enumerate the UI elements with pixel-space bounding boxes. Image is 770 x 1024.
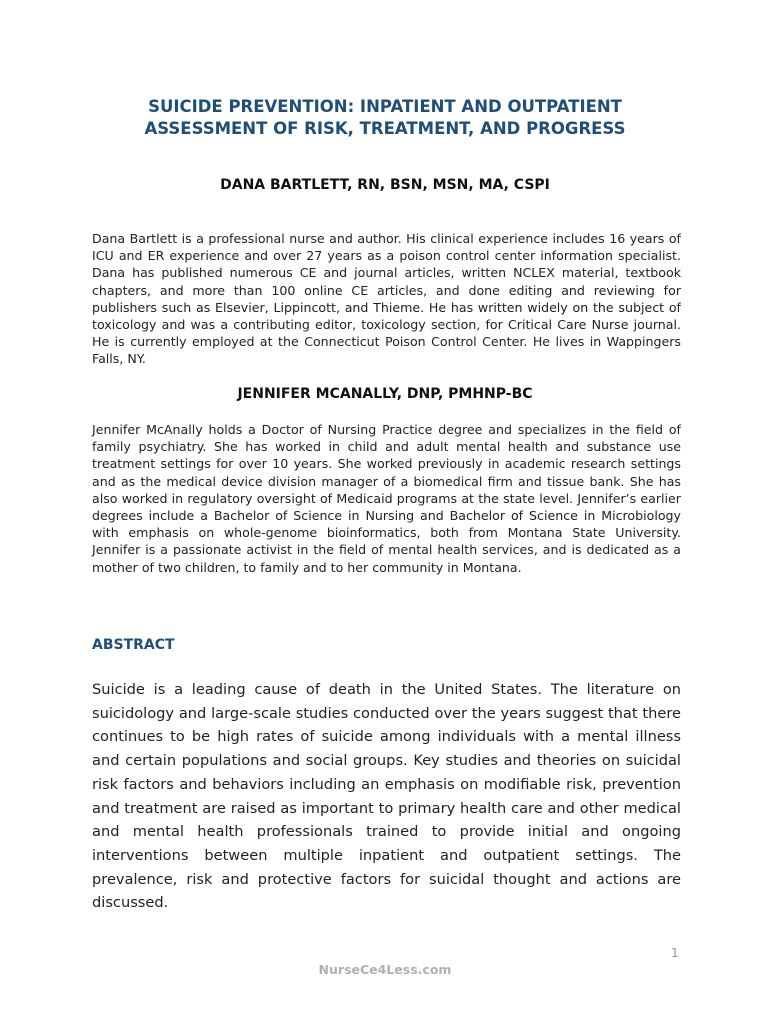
document-title-line-1: SUICIDE PREVENTION: INPATIENT AND OUTPATIENT [148,97,622,116]
abstract-heading: ABSTRACT [92,637,175,653]
page-number: 1 [671,946,679,960]
author-name-1: DANA BARTLETT, RN, BSN, MSN, MA, CSPI [220,177,550,193]
document-title [60,96,710,140]
footer-site-name: NurseCe4Less.com [318,962,452,977]
author-name-2: JENNIFER MCANALLY, DNP, PMHNP-BC [237,386,533,402]
abstract-body: Suicide is a leading cause of death in the United States. The literature on suicidology and large-scale studies conducted over the years suggest that there continues to be high rates of suicide among individuals with a mental illness and certain populations and social groups. Key studies and theories on suicidal risk factors and behaviors including an emphasis on modifiable risk, prevention and treatment are raised as important to primary health care and other medical and mental health professionals trained to provide initial and ongoing interventions between multiple inpatient and outpatient settings. The prevalence, risk and protective factors for suicidal thought and actions are discussed. [92,681,681,912]
author-bio-1: Dana Bartlett is a professional nurse and author. His clinical experience includes 16 years of ICU and ER experience and over 27 years as a poison control center information specialist. Dana has published numerous CE and journal articles, written NCLEX material, textbook chapters, and more than 100 online CE articles, and done editing and reviewing for publishers such as Elsevier, Lippincott, and Thieme. He has written widely on the subject of toxicology and was a contributing editor, toxicology section, for Critical Care Nurse journal. He is currently employed at the Connecticut Poison Control Center. He lives in Wappingers Falls, NY. [92,231,681,367]
author-bio-2: Jennifer McAnally holds a Doctor of Nursing Practice degree and specializes in the field of family psychiatry. She has worked in child and adult mental health and substance use treatment settings for over 10 years. She worked previously in academic research settings and as the medical device division manager of a biomedical firm and tissue bank. She has also worked in regulatory oversight of Medicaid programs at the state level. Jennifer’s earlier degrees include a Bachelor of Science in Nursing and Bachelor of Science in Microbiology with emphasis on whole-genome bioinformatics, both from Montana State University. Jennifer is a passionate activist in the field of mental health services, and is dedicated as a mother of two children, to family and to her community in Montana. [92,422,681,575]
document-title-line-2: ASSESSMENT OF RISK, TREATMENT, AND PROGRESS [144,119,626,138]
